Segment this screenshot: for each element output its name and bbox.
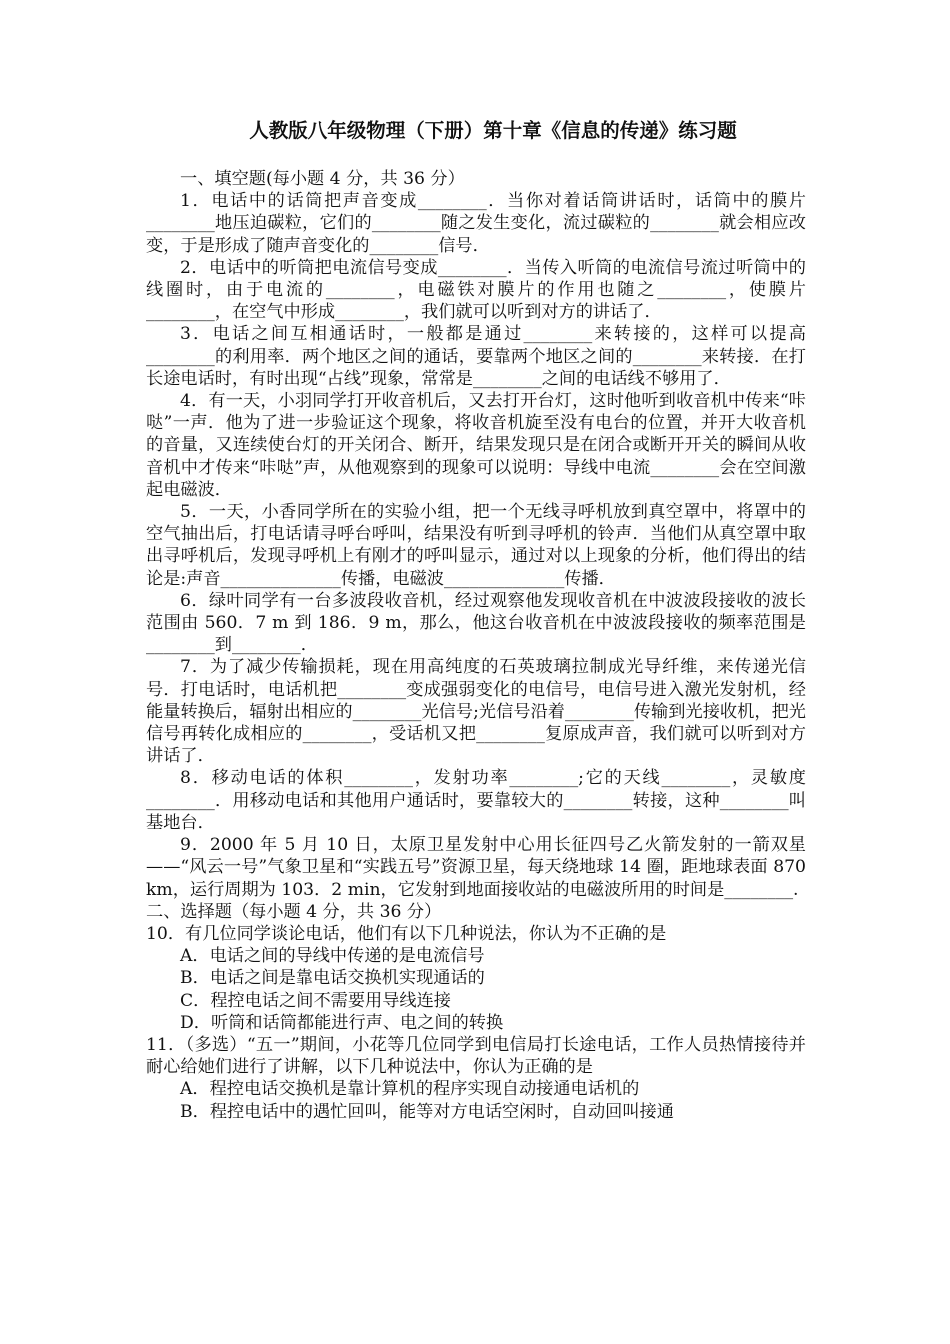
question-8: 8．移动电话的体积________，发射功率________;它的天线________，灵敏度________．用移动电话和其他用户通话时，要靠较大的________转接，这种________叫基地台． [146,768,806,833]
question-10-option-d: D．听筒和话筒都能进行声、电之间的转换 [180,1012,504,1033]
section-heading-fill-in: 一、填空题(每小题 4 分，共 36 分） [180,169,465,189]
question-6: 6．绿叶同学有一台多波段收音机，经过观察他发现收音机在中波波段接收的波长范围由 560．7 m 到 186．9 m，那么，他这台收音机在中波波段接收的频率范围是________到________． [146,590,806,656]
question-4: 4．有一天，小羽同学打开收音机后，又去打开台灯，这时他听到收音机中传来“咔哒”一声．他为了进一步验证这个现象，将收音机旋至没有电台的位置，并开大收音机的音量，又连续使台灯的开关闭合、断开，结果发现只是在闭合或断开开关的瞬间从收音机中才传来“咔哒”声，从他观察到的现象可以说明：导线中电流________会在空间激起电磁波． [146,391,806,500]
question-3: 3．电话之间互相通话时，一般都是通过________来转接的，这样可以提高________的利用率．两个地区之间的通话，要靠两个地区之间的________来转接．在打长途电话时，有时出现“占线”现象，常常是________之间的电话线不够用了． [146,324,806,389]
question-10-stem: 10．有几位同学谈论电话，他们有以下几种说法，你认为不正确的是 [146,923,667,944]
question-1: 1．电话中的话筒把声音变成________．当你对着话筒讲话时，话筒中的膜片________地压迫碳粒，它们的________随之发生变化，流过碳粒的________就会相应改变，于是形成了随声音变化的________信号． [146,191,806,256]
document-body [146,168,806,1123]
question-10-option-b: B．电话之间是靠电话交换机实现通话的 [180,968,485,989]
question-10-option-a: A．电话之间的导线中传递的是电流信号 [180,946,485,967]
question-10-option-c: C．程控电话之间不需要用导线连接 [180,990,451,1011]
question-5: 5．一天，小香同学所在的实验小组，把一个无线寻呼机放到真空罩中，将罩中的空气抽出后，打电话请寻呼台呼叫，结果没有听到寻呼机的铃声．当他们从真空罩中取出寻呼机后，发现寻呼机上有刚才的呼叫显示，通过对以上现象的分析，他们得出的结论是:声音______________传播，电磁波______________传播． [146,502,806,589]
question-2: 2．电话中的听筒把电流信号变成________．当传入听筒的电流信号流过听筒中的线圈时，由于电流的________，电磁铁对膜片的作用也随之________，使膜片________，在空气中形成________，我们就可以听到对方的讲话了． [146,257,806,323]
question-11-option-b: B．程控电话中的遇忙回叫，能等对方电话空闲时，自动回叫接通 [180,1101,674,1122]
question-11-option-a: A．程控电话交换机是靠计算机的程序实现自动接通电话机的 [180,1079,640,1100]
page-title: 人教版八年级物理（下册）第十章《信息的传递》练习题 [249,119,737,142]
section-heading-multiple-choice: 二、选择题（每小题 4 分，共 36 分） [146,901,442,922]
question-11-stem: 11．（多选）“五一”期间，小花等几位同学到电信局打长途电话，工作人员热情接待并耐心给她们进行了讲解，以下几种说法中，你认为正确的是 [146,1034,806,1078]
question-9: 9．2000 年 5 月 10 日，太原卫星发射中心用长征四号乙火箭发射的一箭双星——“风云一号”气象卫星和“实践五号”资源卫星，每天绕地球 14 圈，距地球表面 870 km，运行周期为 103．2 min，它发射到地面接收站的电磁波所用的时间是________. [146,835,806,900]
question-7: 7．为了减少传输损耗，现在用高纯度的石英玻璃拉制成光导纤维，来传递光信号．打电话时，电话机把________变成强弱变化的电信号，电信号进入激光发射机，经能量转换后，辐射出相应的________光信号;光信号沿着________传输到光接收机，把光信号再转化成相应的________，受话机又把________复原成声音，我们就可以听到对方讲话了． [146,657,806,767]
